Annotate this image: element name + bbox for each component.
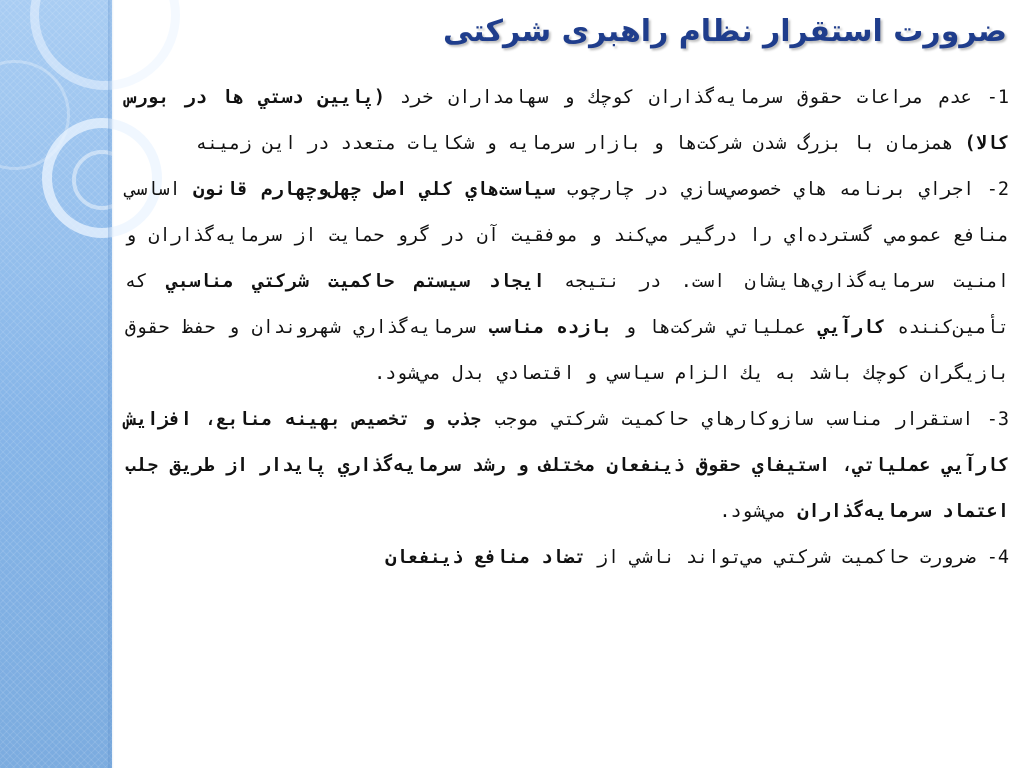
paragraph-2 <box>125 167 1009 397</box>
bold-text-run: (پايين دستي ها در بورس كالا) <box>125 87 1009 154</box>
text-run: 3- استقرار مناسب سازوكارهاي حاكميت شركتي موجب <box>481 409 1009 430</box>
text-run: كه تأمين‌كننده <box>125 271 1009 338</box>
paragraph-3 <box>125 397 1009 535</box>
slide-body <box>125 75 1009 581</box>
bold-text-run: كارآيي <box>818 317 886 338</box>
decorative-ring <box>72 150 132 210</box>
text-run: همزمان با بزرگ شدن شركت‌ها و بازار سرمايه و شكايات متعدد در اين زمينه <box>195 133 965 154</box>
text-run: 4- ضرورت حاكميت شركتي مي‌تواند ناشي از <box>585 547 1009 568</box>
text-run: اساسي منافع عمومي گسترده‌اي را درگير مي‌كند و موفقيت آن در گرو حمايت از سرمايه‌گذاران و امنيت سرمايه‌گذاري‌هايشان است. در نتيجه <box>125 179 1009 292</box>
slide-title: ضرورت استقرار نظام راهبری شرکتی <box>442 14 1007 49</box>
paragraph-1 <box>125 75 1009 167</box>
decorative-side-panel <box>0 0 112 768</box>
bold-text-run: ايجاد سيستم حاكميت شركتي مناسبي <box>166 271 545 292</box>
bold-text-run: تضاد منافع ذينفعان <box>385 547 586 568</box>
text-run: عملياتي شركت‌ها و <box>612 317 819 338</box>
side-panel-edge <box>108 0 114 768</box>
text-run: 2- اجراي برنامه هاي خصوصي‌سازي در چارچوب <box>554 179 1010 200</box>
bold-text-run: جذب و تخصيص بهينه منابع، افزايش كارآيي عملياتي، استيفاي حقوق ذينفعان مختلف و رشد سرمايه‌گذاري پايدار از طريق جلب اعتماد سرمايه‌گذاران <box>125 409 1009 522</box>
bold-text-run: بازده مناسب <box>488 317 613 338</box>
text-run: مي‌شود. <box>719 501 798 522</box>
text-run: سرمايه‌گذاري شهروندان و حفظ حقوق بازيگران كوچك باشد به يك الزام سياسي و اقتصادي بدل مي‌شود. <box>125 317 1009 384</box>
text-run: 1- عدم مراعات حقوق سرمايه‌گذاران كوچك و سهامداران خرد <box>385 87 1009 108</box>
paragraph-4 <box>125 535 1009 581</box>
bold-text-run: سياست‌هاي كلي اصل چهل‌وچهارم قانون <box>193 179 555 200</box>
